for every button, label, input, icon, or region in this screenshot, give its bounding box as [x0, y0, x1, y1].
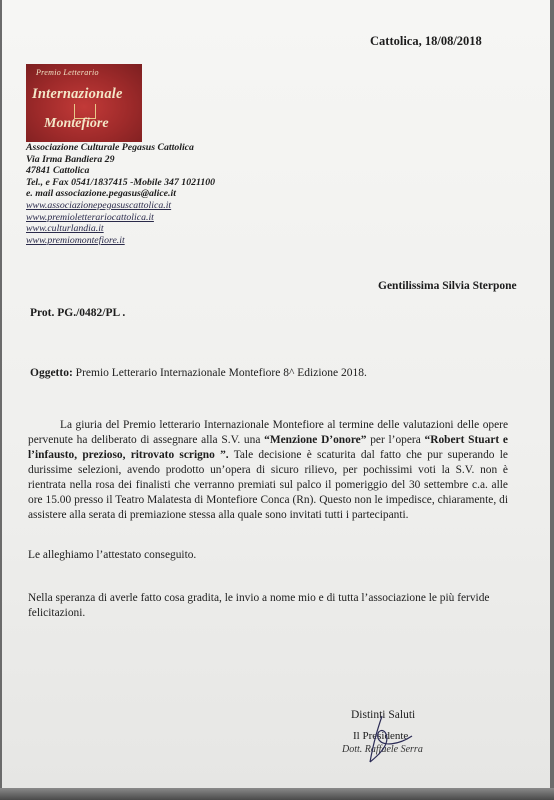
- sender-email: e. mail associazione.pegasus@alice.it: [26, 188, 176, 200]
- sender-phone: Tel., e Fax 0541/1837415 -Mobile 347 1021100: [26, 176, 216, 188]
- recipient: Gentilissima Silvia Sterpone: [378, 280, 517, 292]
- link-pegasus[interactable]: www.associazionepegasuscattolica.it: [26, 199, 172, 211]
- letter-body: [28, 418, 508, 523]
- link-premio-montefiore[interactable]: www.premiomontefiore.it: [26, 234, 125, 246]
- subject-text: Premio Letterario Internazionale Montefiore 8^ Edizione 2018.: [72, 367, 367, 379]
- body-part-2: per l’opera: [366, 434, 425, 446]
- regards: Distinti Saluti: [351, 709, 416, 721]
- body-paragraph: [28, 418, 508, 523]
- subject-line: [30, 367, 367, 379]
- signature-name: Dott. Raffaele Serra: [342, 744, 423, 755]
- link-premio-cattolica[interactable]: www.premioletterariocattolica.it: [26, 211, 154, 223]
- award-name: “Menzione D’onore”: [264, 434, 367, 446]
- closing-paragraph: Nella speranza di averle fatto cosa gradita, le invio a nome mio e di tutta l’associazione le più fervide felicitazioni.: [28, 592, 490, 619]
- sender-address: Via Irma Bandiera 29: [26, 153, 115, 165]
- work-title: “Robert Stuart e l’infausto, prezioso, ritrovato scrigno ”.: [28, 434, 508, 461]
- sender-block: [26, 142, 215, 246]
- handwritten-signature: [360, 714, 420, 766]
- link-culturlandia[interactable]: www.culturlandia.it: [26, 223, 104, 235]
- sender-city: 47841 Cattolica: [26, 165, 90, 177]
- logo-line-3: Montefiore: [44, 116, 109, 131]
- body-part-3: Tale decisione è scaturita dal fatto che pur superando le durissime selezioni, avendo prodotto un’opera di sicuro rilievo, per pochissimi voti la S.V. non è rientrata nella rosa dei finalisti che verranno premiati sul palco il pomeriggio del 30 settembre c.a. alle ore 15.00 presso il Teatro Malatesta di Montefiore Conca (Rn). Questo non le impedisce, chiaramente, di assistere alla serata di premiazione stessa alla quale sono invitati tutti i partecipanti.: [28, 449, 508, 521]
- body-part-1: La giuria del Premio letterario Internazionale Montefiore al termine delle valutazioni delle opere pervenute ha deliberato di assegnare alla S.V. una: [28, 419, 508, 446]
- president-title: Il Presidente: [353, 730, 409, 742]
- page-shadow: [0, 788, 554, 800]
- letter-date: Cattolica, 18/08/2018: [370, 34, 482, 48]
- logo-line-1: Premio Letterario: [36, 68, 99, 77]
- protocol-number: Prot. PG./0482/PL .: [30, 307, 126, 319]
- subject-label: Oggetto:: [30, 367, 73, 379]
- sender-name: Associazione Culturale Pegasus Cattolica: [26, 142, 194, 153]
- premio-logo: [26, 64, 142, 142]
- letter-page: [2, 0, 550, 792]
- attachment-note: Le alleghiamo l’attestato conseguito.: [28, 549, 197, 561]
- logo-line-2: Internazionale: [32, 86, 123, 102]
